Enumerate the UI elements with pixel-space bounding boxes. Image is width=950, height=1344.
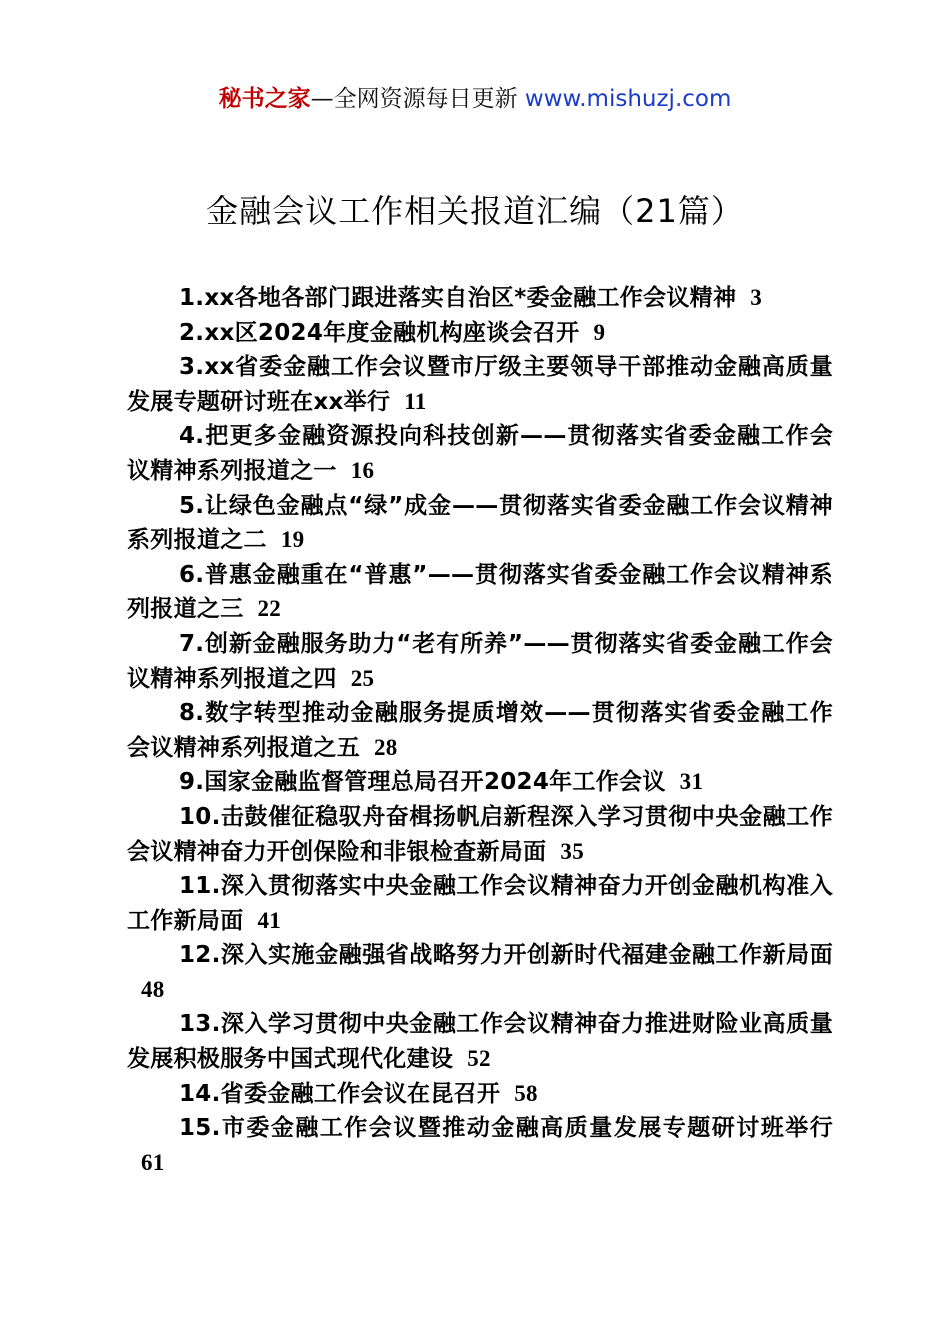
header-tagline: —全网资源每日更新 — [310, 86, 518, 112]
toc-entry-page: 48 — [141, 976, 165, 1002]
toc-entry-page: 19 — [280, 527, 305, 553]
toc-entry-text: 12.深入实施金融强省战略努力开创新时代福建金融工作新局面 — [179, 942, 833, 969]
toc-entry-page: 16 — [350, 457, 375, 483]
table-of-contents — [127, 281, 833, 1180]
toc-entry[interactable] — [127, 765, 833, 800]
toc-entry-text: 15.市委金融工作会议暨推动金融高质量发展专题研讨班举行 — [179, 1115, 833, 1142]
document-title: 金融会议工作相关报道汇编（21篇） — [206, 192, 744, 230]
toc-entry[interactable] — [127, 800, 833, 869]
toc-entry[interactable] — [127, 627, 833, 696]
toc-entry-page: 31 — [679, 769, 704, 795]
toc-entry-page: 61 — [141, 1149, 165, 1175]
toc-entry-text: 5.让绿色金融点“绿”成金——贯彻落实省委金融工作会议精神系列报道之二 — [127, 492, 833, 554]
toc-entry-text: 1.xx各地各部门跟进落实自治区*委金融工作会议精神 — [179, 285, 737, 311]
toc-entry-text: 4.把更多金融资源投向科技创新——贯彻落实省委金融工作会议精神系列报道之一 — [127, 423, 833, 484]
toc-entry-page: 9 — [593, 319, 606, 345]
toc-entry-text: 14.省委金融工作会议在昆召开 — [179, 1080, 501, 1107]
toc-entry-text: 11.深入贯彻落实中央金融工作会议精神奋力开创金融机构准入工作新局面 — [127, 873, 833, 934]
toc-entry-page: 41 — [257, 907, 282, 933]
site-header — [0, 80, 950, 113]
toc-entry-text: 9.国家金融监督管理总局召开2024年工作会议 — [179, 769, 666, 796]
toc-entry-page: 58 — [514, 1080, 538, 1106]
toc-entry[interactable] — [127, 489, 833, 558]
toc-entry[interactable] — [127, 1007, 833, 1076]
toc-entry-text: 8.数字转型推动金融服务提质增效——贯彻落实省委金融工作会议精神系列报道之五 — [127, 700, 833, 761]
toc-entry-page: 52 — [467, 1046, 491, 1072]
toc-entry[interactable] — [127, 1111, 833, 1180]
brand-name: 秘书之家 — [218, 86, 311, 112]
toc-entry-page: 28 — [374, 734, 398, 760]
toc-entry-page: 25 — [350, 665, 375, 691]
toc-entry-page: 35 — [560, 838, 585, 864]
toc-entry[interactable] — [127, 350, 833, 419]
toc-entry-page: 22 — [257, 596, 282, 622]
toc-entry[interactable] — [127, 316, 833, 351]
toc-entry-text: 10.击鼓催征稳驭舟奋楫扬帆启新程深入学习贯彻中央金融工作会议精神奋力开创保险和非银检查新局面 — [127, 803, 833, 865]
toc-entry[interactable] — [127, 419, 833, 488]
toc-entry-page: 3 — [750, 285, 763, 310]
toc-entry[interactable] — [127, 938, 833, 1007]
toc-entry-text: 2.xx区2024年度金融机构座谈会召开 — [179, 319, 580, 346]
toc-entry[interactable] — [127, 558, 833, 627]
toc-entry-text: 3.xx省委金融工作会议暨市厅级主要领导干部推动金融高质量发展专题研讨班在xx举行 — [127, 354, 833, 415]
toc-entry-text: 7.创新金融服务助力“老有所养”——贯彻落实省委金融工作会议精神系列报道之四 — [127, 630, 833, 692]
toc-entry-page: 11 — [404, 388, 427, 414]
toc-entry[interactable] — [127, 1077, 833, 1112]
toc-entry[interactable] — [127, 281, 833, 316]
toc-entry-text: 13.深入学习贯彻中央金融工作会议精神奋力推进财险业高质量发展积极服务中国式现代化建设 — [127, 1011, 833, 1073]
toc-entry[interactable] — [127, 696, 833, 765]
toc-entry-text: 6.普惠金融重在“普惠”——贯彻落实省委金融工作会议精神系列报道之三 — [127, 561, 833, 623]
site-url[interactable]: www.mishuzj.com — [524, 86, 732, 112]
toc-entry[interactable] — [127, 869, 833, 938]
